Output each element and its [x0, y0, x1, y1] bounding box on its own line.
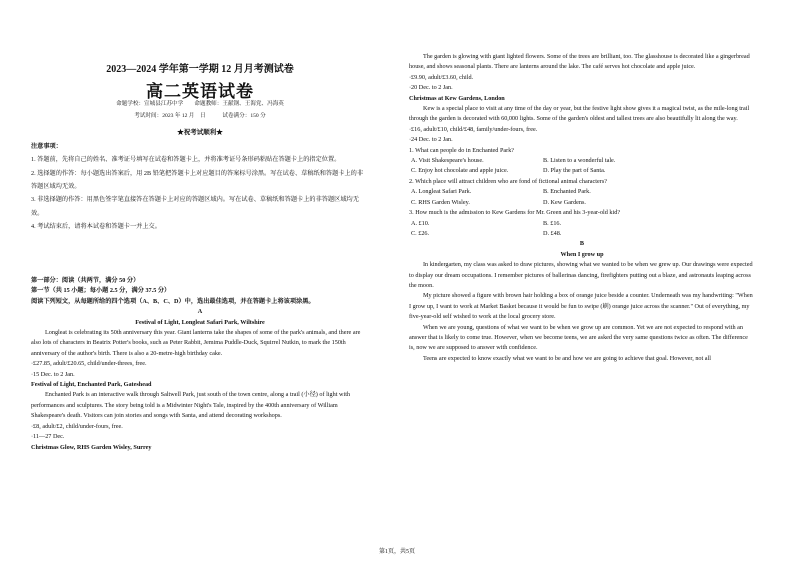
passage-a-title-2: Festival of Light, Enchanted Park, Gateshead	[31, 381, 152, 389]
passage-a-date-2: ·11—27 Dec.	[31, 433, 65, 441]
question-2-option-b: B. Enchanted Park.	[543, 188, 591, 196]
exam-time-score: 考试时间：2023 年 12 月 日 试卷满分：150 分	[134, 113, 266, 119]
passage-b-paragraph-1: In kindergarten, my class was asked to draw pictures, showing what we wanted to be when we grew up. Our drawings were expected to display our dream occupations. I remember pictures of ballerinas dancing, firefighters putting out a blaze, and astronauts leaping across the moon.	[409, 261, 753, 289]
notice-item-2: 2. 选择题的作答：每小题选出答案后，用 2B 铅笔把答题卡上对应题目的答案标号涂黑。写在试卷、草稿纸和答题卡上的非答题区域均无效。	[31, 169, 364, 190]
right-column-content	[409, 52, 755, 364]
question-1-option-b: B. Listen to a wonderful tale.	[543, 157, 616, 165]
question-1-option-a: A. Visit Shakespeare's house.	[411, 157, 484, 165]
passage-a-paragraph-4: Kew is a special place to visit at any time of the day or year, but the festive light show gives it a magical twist, as the mile-long trail through the garden is decorated with 60,000 lights. Some of the garden's oldest and tallest trees are also beautifully lit along the way.	[409, 105, 750, 123]
exam-term-heading: 2023—2024 学年第一学期 12 月月考测试卷	[106, 64, 294, 75]
passage-b-label: B	[579, 240, 585, 248]
question-2-stem: 2. Which place will attract children who are fond of fictional animal characters?	[409, 177, 607, 185]
passage-a-price-4: ·£16, adult/£10, child/£48, family/under-fours, free.	[409, 125, 538, 133]
passage-b-paragraph-2: My picture showed a figure with brown hair holding a box of orange juice beside a counter. Underneath was my handwriting: "When I grow up, I want to work at Market Basket because it would be fun to swipe (刷) orange juice across the scanner." Out of everything, my five-year-old self wished to work at the local grocery store.	[409, 292, 753, 321]
question-1-options	[409, 156, 755, 166]
passage-a-label: A	[197, 308, 203, 316]
page-title: 高二英语试卷	[146, 82, 254, 101]
passage-a-paragraph-3: The garden is glowing with giant lighted flowers. Some of the trees are brilliant, too. The glasshouse is decorated like a gingerbread house, and shows seasonal plants. There are lanterns around the lake. The café serves hot chocolate and apple juice.	[409, 53, 750, 71]
page-footer: 第1页，共5页	[378, 549, 415, 555]
question-2-option-c: C. RHS Garden Wisley.	[411, 198, 470, 206]
question-1-options-row-2	[409, 166, 755, 176]
passage-a-title-4: Christmas at Kew Gardens, London	[409, 94, 505, 102]
passage-a-date-4: ·24 Dec. to 2 Jan.	[409, 136, 453, 144]
passage-a-paragraph-2: Enchanted Park is an interactive walk through Saltwell Park, just south of the town centre, along a trail (小径) of light with performances and sculptures. The story being told is a Midwinter Night's Tale, inspired by the 400th anniversary of William Shakespeare's death. Visitors can join stories and songs with Santa, and attend decorating workshops.	[31, 391, 351, 420]
passage-a-date-3: ·20 Dec. to 2 Jan.	[409, 84, 453, 92]
question-3-option-d: D. £48.	[543, 229, 562, 237]
exam-authors: 命题学校：宣城县江苏中学 命题教师：王献钢、王海党、冯海英	[116, 101, 284, 107]
notice-item-3: 3. 非选择题的作答：用黑色签字笔直接答在答题卡上对应的答题区域内。写在试卷、草稿纸和答题卡上的非答题区域均无效。	[31, 196, 359, 217]
question-2-options	[409, 187, 755, 197]
passage-a-date-1: ·15 Dec. to 2 Jan.	[31, 370, 75, 378]
passage-a-price-2: ·£8, adult/£2, child/under-fours, free.	[31, 422, 123, 430]
question-3-stem: 3. How much is the admission to Kew Gardens for Mr. Green and his 3-year-old kid?	[409, 209, 621, 217]
passage-a-title-1: Festival of Light, Longleat Safari Park, Wiltshire	[135, 318, 265, 326]
passage-a-title-3: Christmas Glow, RHS Garden Wisley, Surrey	[31, 443, 152, 451]
notice-item-1: 1. 答题前，先将自己的姓名、准考证号填写在试卷和答题卡上，并将准考证号条形码粘贴在答题卡上的指定位置。	[31, 156, 341, 164]
question-3-option-b: B. £16.	[543, 219, 562, 227]
part-one-heading: 第一部分：阅读（共两节，满分 50 分）	[31, 277, 140, 284]
question-3-option-c: C. £26.	[411, 229, 430, 237]
reading-instruction: 阅读下列短文，从每题所给的四个选项（A、B、C、D）中，选出最佳选项，并在答题卡上将该项涂黑。	[31, 297, 315, 305]
notice-item-4: 4. 考试结束后，请将本试卷和答题卡一并上交。	[31, 222, 161, 230]
notice-heading: 注意事项：	[31, 143, 62, 150]
section-block	[31, 276, 369, 453]
question-2-option-d: D. Kew Gardens.	[543, 198, 586, 206]
question-3-option-a: A. £10.	[411, 219, 430, 227]
section-one-heading: 第一节（共 15 小题；每小题 2.5 分，满分 37.5 分）	[31, 287, 171, 295]
passage-b-paragraph-3: When we are young, questions of what we want to be when we grow up are common. Yet we are not expected to respond with an answer that is likely to come true. However, when we become teens, we are asked the very same questions twice as often. The difference is, now we are supposed to answer with confidence.	[409, 323, 748, 352]
passage-a-price-3: ·£9.90, adult/£3.60, child.	[409, 73, 474, 81]
question-2-option-a: A. Longleat Safari Park.	[411, 188, 472, 196]
question-1-option-d: D. Play the part of Santa.	[543, 167, 606, 175]
question-2-options-row-2	[409, 198, 755, 208]
question-1-option-c: C. Enjoy hot chocolate and apple juice.	[411, 167, 509, 175]
good-luck-line: ★祝考试顺利★	[177, 129, 223, 136]
passage-a-paragraph-1: Longleat is celebrating its 50th anniversary this year. Giant lanterns take the shapes of some of the park's animals, and there are also lots of characters in Beatrix Potter's books, such as Peter Rabbit, Jemima Puddle-Duck, Squirrel Nutkin, to mark the 150th anniversary of the author's birth. There is also a 20-metre-high birthday cake.	[31, 329, 361, 357]
passage-b-title: When I grow up	[560, 250, 604, 258]
notice-block	[31, 140, 369, 233]
question-3-options	[409, 219, 755, 229]
passage-a-price-1: ·£27.85, adult/£20.65, child/under-threes, free.	[31, 360, 147, 368]
passage-b-paragraph-4: Teens are expected to know exactly what we want to be and how we are going to achieve that goal. However, not all	[423, 354, 711, 362]
question-3-options-row-2	[409, 229, 755, 239]
question-1-stem: 1. What can people do in Enchanted Park?	[409, 146, 515, 154]
